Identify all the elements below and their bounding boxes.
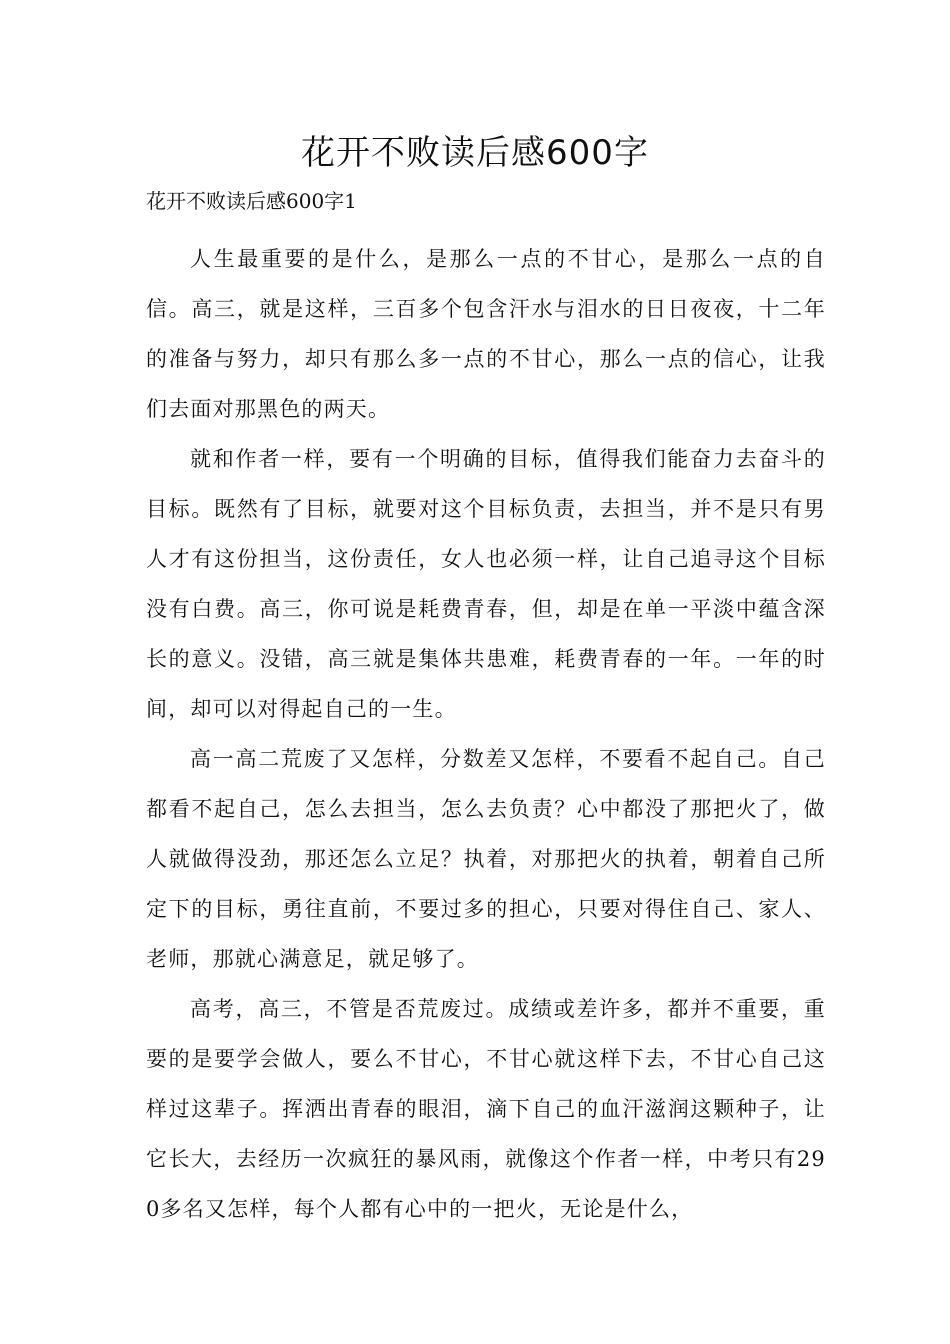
document-title: 花开不败读后感600字: [301, 133, 649, 173]
paragraph-3: 高一高二荒废了又怎样，分数差又怎样，不要看不起自己。自己都看不起自己，怎么去担当，怎么去负责？心中都没了那把火了，做人就做得没劲，那还怎么立足？执着，对那把火的执着，朝着自己所定下的目标，勇往直前，不要过多的担心，只要对得住自己、家人、老师，那就心满意足，就足够了。: [146, 747, 826, 971]
paragraph-4: 高考，高三，不管是否荒废过。成绩或差许多，都并不重要，重要的是要学会做人，要么不甘心，不甘心就这样下去，不甘心自己这样过这辈子。挥洒出青春的眼泪，滴下自己的血汗滋润这颗种子，让它长大，去经历一次疯狂的暴风雨，就像这个作者一样，中考只有290多名又怎样，每个人都有心中的一把火，无论是什么，: [146, 997, 826, 1221]
document-subtitle: 花开不败读后感600字1: [146, 189, 357, 213]
document-body: [146, 234, 826, 1234]
paragraph-2: 就和作者一样，要有一个明确的目标，值得我们能奋力去奋斗的目标。既然有了目标，就要对这个目标负责，去担当，并不是只有男人才有这份担当，这份责任，女人也必须一样，让自己追寻这个目标没有白费。高三，你可说是耗费青春，但，却是在单一平淡中蕴含深长的意义。没错，高三就是集体共患难，耗费青春的一年。一年的时间，却可以对得起自己的一生。: [146, 447, 826, 721]
paragraph-1: 人生最重要的是什么，是那么一点的不甘心，是那么一点的自信。高三，就是这样，三百多个包含汗水与泪水的日日夜夜，十二年的准备与努力，却只有那么多一点的不甘心，那么一点的信心，让我们去面对那黑色的两天。: [146, 247, 826, 421]
